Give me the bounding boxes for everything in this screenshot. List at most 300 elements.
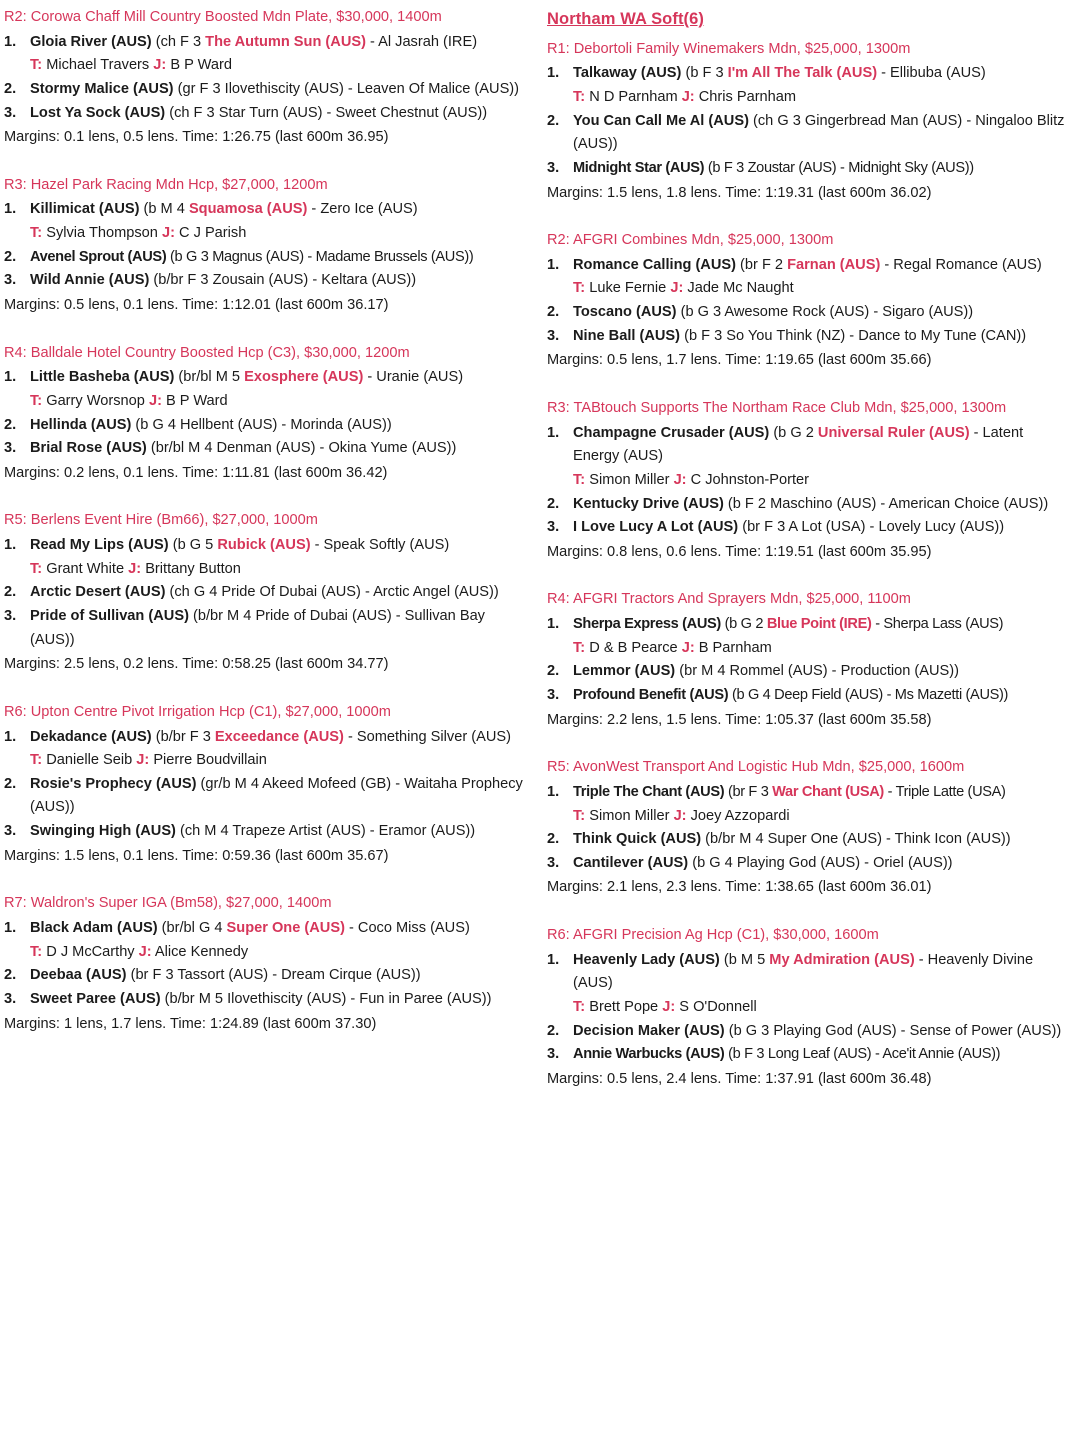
runner-row <box>4 269 525 293</box>
runner-name: Read My Lips (AUS) <box>30 537 169 554</box>
breeding-prefix: (b G 3 Playing God (AUS) - Sense of Power (AUS)) <box>728 1022 1062 1039</box>
jockey-name: Jade Mc Naught <box>687 280 794 297</box>
race-header: R2: Corowa Chaff Mill Country Boosted Mdn Plate, $30,000, 1400m <box>4 9 442 25</box>
breeding-prefix: (b/br M 5 Ilovethiscity (AUS) - Fun in Paree (AUS)) <box>164 990 492 1007</box>
runner-details <box>30 198 525 222</box>
runner-details <box>573 949 1070 996</box>
breeding-prefix: (br F 3 A Lot (USA) - Lovely Lucy (AUS)) <box>742 519 1005 536</box>
runner-name: Sweet Paree (AUS) <box>30 990 161 1007</box>
runner-number: 1. <box>547 256 560 273</box>
jockey-tag: J: <box>681 88 695 105</box>
runner-number: 1. <box>4 728 17 745</box>
trainer-name: Simon Miller <box>589 807 670 824</box>
breeding-suffix: - Triple Latte (USA) <box>883 783 1006 800</box>
runner-number: 1. <box>4 33 17 50</box>
runner-row <box>547 62 1070 86</box>
runner-details <box>30 581 525 605</box>
sire-highlight: Exosphere (AUS) <box>244 369 364 386</box>
trainer-name: Sylvia Thompson <box>46 225 158 242</box>
margins-line: Margins: 2.1 lens, 2.3 lens. Time: 1:38.65 (last 600m 36.01) <box>547 879 932 896</box>
runner-name: Decision Maker (AUS) <box>573 1022 725 1039</box>
runner-row <box>547 516 1070 540</box>
jockey-tag: J: <box>128 560 142 577</box>
runner-number: 3. <box>4 607 17 624</box>
breeding-prefix: (b/br F 3 Zousain (AUS) - Keltara (AUS)) <box>153 272 417 289</box>
breeding-prefix: (b G 4 Playing God (AUS) - Oriel (AUS)) <box>692 854 953 871</box>
runner-row <box>547 110 1070 157</box>
connections-line <box>4 941 525 965</box>
runner-row <box>4 534 525 558</box>
runner-name: Think Quick (AUS) <box>573 831 702 848</box>
jockey-name: Chris Parnham <box>698 88 797 105</box>
runner-details <box>573 684 1070 708</box>
runner-details <box>573 254 1070 278</box>
runner-row <box>547 325 1070 349</box>
runner-name: Rosie's Prophecy (AUS) <box>30 775 197 792</box>
runner-number: 1. <box>547 951 560 968</box>
jockey-tag: J: <box>673 471 687 488</box>
runner-name: Brial Rose (AUS) <box>30 440 147 457</box>
connections-line <box>4 749 525 773</box>
runner-details <box>30 820 525 844</box>
runner-name: Lost Ya Sock (AUS) <box>30 104 166 121</box>
connections-line <box>547 469 1070 493</box>
runner-number: 2. <box>4 416 17 433</box>
runner-number: 3. <box>547 519 560 536</box>
runner-number: 2. <box>547 495 560 512</box>
race-header: R5: Berlens Event Hire (Bm66), $27,000, 1000m <box>4 512 318 529</box>
runner-name: Sherpa Express (AUS) <box>573 616 721 633</box>
jockey-name: B Parnham <box>698 639 772 656</box>
runner-name: Black Adam (AUS) <box>30 919 158 936</box>
breeding-suffix: - Al Jasrah (IRE) <box>365 33 478 50</box>
runner-number: 3. <box>547 686 560 703</box>
breeding-prefix: (ch M 4 Trapeze Artist (AUS) - Eramor (AUS)) <box>179 823 476 840</box>
breeding-suffix: - Regal Romance (AUS) <box>880 256 1042 273</box>
runner-name: Heavenly Lady (AUS) <box>573 951 720 968</box>
jockey-name: S O'Donnell <box>679 998 757 1015</box>
race-block <box>4 892 525 1036</box>
trainer-name: D J McCarthy <box>46 943 135 960</box>
trainer-name: Michael Travers <box>46 57 150 74</box>
runner-name: Talkaway (AUS) <box>573 65 682 82</box>
race-block <box>4 701 525 868</box>
runner-name: Annie Warbucks (AUS) <box>573 1046 725 1063</box>
runner-row <box>547 1043 1070 1067</box>
runner-name: Arctic Desert (AUS) <box>30 584 166 601</box>
runner-row <box>4 605 525 652</box>
margins-line: Margins: 2.5 lens, 0.2 lens. Time: 0:58.25 (last 600m 34.77) <box>4 656 389 673</box>
trainer-name: D & B Pearce <box>589 639 678 656</box>
runner-details <box>573 516 1070 540</box>
runner-row <box>4 437 525 461</box>
breeding-prefix: (ch F 3 Star Turn (AUS) - Sweet Chestnut (AUS)) <box>169 104 488 121</box>
breeding-prefix: (br/bl G 4 <box>161 919 227 936</box>
jockey-name: B P Ward <box>170 57 232 74</box>
connections-line <box>4 222 525 246</box>
breeding-prefix: (gr F 3 Ilovethiscity (AUS) - Leaven Of Malice (AUS)) <box>177 80 520 97</box>
runner-details <box>573 1043 1070 1067</box>
race-header: R6: Upton Centre Pivot Irrigation Hcp (C1), $27,000, 1000m <box>4 703 391 720</box>
runner-name: Kentucky Drive (AUS) <box>573 495 724 512</box>
runner-number: 2. <box>547 663 560 680</box>
runner-name: I Love Lucy A Lot (AUS) <box>573 519 739 536</box>
sire-highlight: The Autumn Sun (AUS) <box>205 33 366 50</box>
runner-name: You Can Call Me Al (AUS) <box>573 112 749 129</box>
runner-number: 3. <box>4 104 17 121</box>
two-column-layout <box>4 6 1082 1092</box>
jockey-name: Pierre Boudvillain <box>153 752 267 769</box>
runner-row <box>547 684 1070 708</box>
runner-number: 3. <box>547 1046 560 1063</box>
runner-row <box>4 964 525 988</box>
race-header: R1: Debortoli Family Winemakers Mdn, $25,000, 1300m <box>547 40 911 57</box>
breeding-suffix: - Coco Miss (AUS) <box>344 919 470 936</box>
runner-row <box>4 78 525 102</box>
race-block <box>4 509 525 676</box>
race-block <box>547 756 1070 900</box>
runner-details <box>30 726 525 750</box>
runner-details <box>30 605 525 652</box>
race-header: R2: AFGRI Combines Mdn, $25,000, 1300m <box>547 232 834 249</box>
runner-details <box>573 422 1070 469</box>
breeding-prefix: (b M 4 <box>143 201 189 218</box>
breeding-prefix: (br F 3 Tassort (AUS) - Dream Cirque (AUS)) <box>130 967 421 984</box>
runner-number: 1. <box>4 537 17 554</box>
margins-line: Margins: 0.2 lens, 0.1 lens. Time: 1:11.81 (last 600m 36.42) <box>4 464 388 481</box>
breeding-prefix: (br M 4 Rommel (AUS) - Production (AUS)) <box>679 663 959 680</box>
runner-name: Swinging High (AUS) <box>30 823 176 840</box>
runner-details <box>30 917 525 941</box>
runner-name: Romance Calling (AUS) <box>573 256 736 273</box>
runner-name: Midnight Star (AUS) <box>573 159 705 176</box>
race-header: R6: AFGRI Precision Ag Hcp (C1), $30,000, 1600m <box>547 927 879 944</box>
breeding-suffix: - Ellibuba (AUS) <box>877 65 986 82</box>
runner-name: Avenel Sprout (AUS) <box>30 248 167 265</box>
race-header: R3: TABtouch Supports The Northam Race Club Mdn, $25,000, 1300m <box>547 399 1007 416</box>
margins-line: Margins: 0.1 lens, 0.5 lens. Time: 1:26.75 (last 600m 36.95) <box>4 129 389 146</box>
trainer-tag: T: <box>573 471 586 488</box>
trainer-tag: T: <box>573 88 586 105</box>
connections-line <box>547 996 1070 1020</box>
trainer-tag: T: <box>573 280 586 297</box>
runner-row <box>547 157 1070 181</box>
runner-details <box>30 414 525 438</box>
jockey-tag: J: <box>670 280 684 297</box>
runner-number: 2. <box>4 775 17 792</box>
breeding-prefix: (b F 2 Maschino (AUS) - American Choice (AUS)) <box>727 495 1049 512</box>
race-header: R3: Hazel Park Racing Mdn Hcp, $27,000, 1200m <box>4 176 328 193</box>
runner-row <box>4 726 525 750</box>
breeding-prefix: (br F 3 <box>727 783 773 800</box>
runner-name: Little Basheba (AUS) <box>30 369 175 386</box>
runner-number: 2. <box>4 80 17 97</box>
race-block <box>547 924 1070 1091</box>
jockey-name: Joey Azzopardi <box>690 807 790 824</box>
runner-row <box>547 1020 1070 1044</box>
sire-highlight: War Chant (USA) <box>772 783 884 800</box>
breeding-prefix: (ch G 3 Gingerbread Man (AUS) - Ningaloo Blitz (AUS)) <box>573 112 1065 153</box>
breeding-prefix: (b/br F 3 <box>155 728 215 745</box>
jockey-name: B P Ward <box>166 392 228 409</box>
trainer-tag: T: <box>30 752 43 769</box>
breeding-prefix: (br F 2 <box>740 256 788 273</box>
runner-details <box>30 366 525 390</box>
left-column <box>4 6 525 1036</box>
connections-line <box>4 390 525 414</box>
runner-row <box>4 581 525 605</box>
runner-details <box>573 1020 1070 1044</box>
venue-title: Northam WA Soft(6) <box>547 10 705 28</box>
runner-row <box>4 366 525 390</box>
race-block <box>4 174 525 318</box>
sire-highlight: Super One (AUS) <box>226 919 345 936</box>
runner-name: Cantilever (AUS) <box>573 854 689 871</box>
breeding-prefix: (b G 5 <box>172 537 218 554</box>
runner-details <box>30 964 525 988</box>
sire-highlight: Exceedance (AUS) <box>214 728 344 745</box>
runner-details <box>573 157 1070 181</box>
runner-row <box>4 414 525 438</box>
runner-details <box>30 31 525 55</box>
runner-details <box>573 660 1070 684</box>
runner-row <box>4 988 525 1012</box>
runner-number: 2. <box>547 304 560 321</box>
jockey-name: Alice Kennedy <box>154 943 249 960</box>
jockey-tag: J: <box>681 639 695 656</box>
trainer-tag: T: <box>30 560 43 577</box>
trainer-name: Brett Pope <box>589 998 659 1015</box>
trainer-name: Garry Worsnop <box>46 392 145 409</box>
runner-name: Gloia River (AUS) <box>30 33 152 50</box>
sire-highlight: Farnan (AUS) <box>787 256 881 273</box>
margins-line: Margins: 2.2 lens, 1.5 lens. Time: 1:05.37 (last 600m 35.58) <box>547 711 932 728</box>
runner-number: 2. <box>4 248 17 265</box>
trainer-name: N D Parnham <box>589 88 678 105</box>
runner-row <box>4 198 525 222</box>
race-block <box>547 397 1070 564</box>
runner-details <box>30 988 525 1012</box>
connections-line <box>547 86 1070 110</box>
runner-number: 2. <box>4 967 17 984</box>
breeding-prefix: (b G 3 Awesome Rock (AUS) - Sigaro (AUS)) <box>680 304 974 321</box>
jockey-name: C J Parish <box>179 225 247 242</box>
sire-highlight: Universal Ruler (AUS) <box>817 424 970 441</box>
breeding-suffix: - Zero Ice (AUS) <box>307 201 418 218</box>
trainer-tag: T: <box>30 225 43 242</box>
margins-line: Margins: 0.8 lens, 0.6 lens. Time: 1:19.51 (last 600m 35.95) <box>547 543 932 560</box>
runner-row <box>547 949 1070 996</box>
margins-line: Margins: 0.5 lens, 0.1 lens. Time: 1:12.01 (last 600m 36.17) <box>4 296 389 313</box>
breeding-suffix: - Uranie (AUS) <box>363 369 464 386</box>
runner-row <box>547 422 1070 469</box>
breeding-prefix: (b F 3 So You Think (NZ) - Dance to My Tune (CAN)) <box>684 327 1027 344</box>
connections-line <box>4 54 525 78</box>
breeding-prefix: (b M 5 <box>723 951 770 968</box>
runner-details <box>30 773 525 820</box>
runner-number: 2. <box>547 1022 560 1039</box>
runner-name: Dekadance (AUS) <box>30 728 152 745</box>
runner-number: 1. <box>547 783 560 800</box>
runner-name: Nine Ball (AUS) <box>573 327 681 344</box>
runner-number: 1. <box>4 201 17 218</box>
jockey-tag: J: <box>148 392 162 409</box>
runner-name: Stormy Malice (AUS) <box>30 80 174 97</box>
runner-number: 3. <box>4 823 17 840</box>
jockey-name: C Johnston-Porter <box>690 471 810 488</box>
trainer-name: Grant White <box>46 560 125 577</box>
runner-number: 3. <box>4 990 17 1007</box>
breeding-prefix: (br/bl M 5 <box>178 369 245 386</box>
breeding-prefix: (b G 2 <box>724 616 767 633</box>
runner-row <box>547 852 1070 876</box>
breeding-prefix: (b G 4 Deep Field (AUS) - Ms Mazetti (AUS)) <box>731 686 1009 703</box>
margins-line: Margins: 1.5 lens, 1.8 lens. Time: 1:19.31 (last 600m 36.02) <box>547 184 932 201</box>
trainer-tag: T: <box>30 392 43 409</box>
right-column <box>547 6 1070 1092</box>
margins-line: Margins: 0.5 lens, 1.7 lens. Time: 1:19.65 (last 600m 35.66) <box>547 352 932 369</box>
breeding-suffix: - Sherpa Lass (AUS) <box>871 616 1004 633</box>
breeding-prefix: (gr/b M 4 Akeed Mofeed (GB) - Waitaha Prophecy (AUS)) <box>30 775 523 816</box>
race-block <box>547 229 1070 373</box>
connections-line <box>547 277 1070 301</box>
runner-row <box>547 781 1070 805</box>
connections-line <box>4 558 525 582</box>
runner-row <box>547 493 1070 517</box>
breeding-suffix: - Speak Softly (AUS) <box>310 537 450 554</box>
runner-number: 1. <box>547 65 560 82</box>
runner-details <box>573 828 1070 852</box>
runner-details <box>30 269 525 293</box>
breeding-prefix: (b G 2 <box>773 424 818 441</box>
race-block <box>547 588 1070 732</box>
trainer-name: Danielle Seib <box>46 752 133 769</box>
trainer-name: Luke Fernie <box>589 280 667 297</box>
jockey-tag: J: <box>136 752 150 769</box>
runner-details <box>573 325 1070 349</box>
breeding-prefix: (b/br M 4 Pride of Dubai (AUS) - Sullivan Bay (AUS)) <box>30 607 485 648</box>
trainer-tag: T: <box>573 998 586 1015</box>
sire-highlight: Squamosa (AUS) <box>188 201 308 218</box>
runner-row <box>4 31 525 55</box>
runner-details <box>30 102 525 126</box>
runner-details <box>30 437 525 461</box>
runner-name: Profound Benefit (AUS) <box>573 686 729 703</box>
jockey-name: Brittany Button <box>145 560 241 577</box>
runner-number: 3. <box>547 159 560 176</box>
breeding-suffix: - Heavenly Divine (AUS) <box>573 951 1034 992</box>
race-block <box>4 342 525 486</box>
sire-highlight: Blue Point (IRE) <box>766 616 872 633</box>
runner-details <box>573 613 1070 637</box>
breeding-prefix: (ch F 3 <box>155 33 206 50</box>
breeding-prefix: (b F 3 Long Leaf (AUS) - Ace'it Annie (AUS)) <box>728 1046 1001 1063</box>
margins-line: Margins: 0.5 lens, 2.4 lens. Time: 1:37.91 (last 600m 36.48) <box>547 1070 932 1087</box>
race-header: R4: Balldale Hotel Country Boosted Hcp (C3), $30,000, 1200m <box>4 344 410 361</box>
runner-row <box>4 820 525 844</box>
breeding-prefix: (ch G 4 Pride Of Dubai (AUS) - Arctic Angel (AUS)) <box>169 584 499 601</box>
runner-name: Killimicat (AUS) <box>30 201 140 218</box>
runner-number: 1. <box>547 424 560 441</box>
runner-row <box>4 102 525 126</box>
sire-highlight: My Admiration (AUS) <box>769 951 915 968</box>
jockey-tag: J: <box>673 807 687 824</box>
runner-name: Triple The Chant (AUS) <box>573 783 725 800</box>
runner-details <box>573 852 1070 876</box>
runner-details <box>30 78 525 102</box>
race-block <box>4 6 525 150</box>
breeding-prefix: (b G 3 Magnus (AUS) - Madame Brussels (AUS)) <box>170 248 474 265</box>
sire-highlight: Rubick (AUS) <box>217 537 311 554</box>
trainer-tag: T: <box>30 943 43 960</box>
runner-row <box>4 773 525 820</box>
connections-line <box>547 637 1070 661</box>
runner-name: Deebaa (AUS) <box>30 967 127 984</box>
margins-line: Margins: 1 lens, 1.7 lens. Time: 1:24.89 (last 600m 37.30) <box>4 1015 377 1032</box>
runner-row <box>547 660 1070 684</box>
runner-name: Pride of Sullivan (AUS) <box>30 607 189 624</box>
trainer-name: Simon Miller <box>589 471 670 488</box>
breeding-prefix: (br/bl M 4 Denman (AUS) - Okina Yume (AUS)) <box>150 440 457 457</box>
breeding-suffix: - Something Silver (AUS) <box>343 728 511 745</box>
breeding-suffix: - Latent Energy (AUS) <box>573 424 1024 465</box>
runner-number: 3. <box>4 440 17 457</box>
runner-row <box>547 254 1070 278</box>
runner-number: 2. <box>547 831 560 848</box>
trainer-tag: T: <box>573 807 586 824</box>
runner-details <box>573 781 1070 805</box>
trainer-tag: T: <box>573 639 586 656</box>
connections-line <box>547 805 1070 829</box>
runner-name: Lemmor (AUS) <box>573 663 676 680</box>
sire-highlight: I'm All The Talk (AUS) <box>727 65 878 82</box>
jockey-tag: J: <box>153 57 167 74</box>
breeding-prefix: (b G 4 Hellbent (AUS) - Morinda (AUS)) <box>135 416 392 433</box>
breeding-prefix: (b F 3 <box>685 65 728 82</box>
runner-name: Wild Annie (AUS) <box>30 272 150 289</box>
jockey-tag: J: <box>161 225 175 242</box>
runner-row <box>4 917 525 941</box>
runner-number: 2. <box>547 112 560 129</box>
runner-number: 3. <box>4 272 17 289</box>
breeding-prefix: (b/br M 4 Super One (AUS) - Think Icon (AUS)) <box>705 831 1011 848</box>
runner-name: Champagne Crusader (AUS) <box>573 424 770 441</box>
runner-details <box>573 301 1070 325</box>
runner-details <box>573 493 1070 517</box>
race-header: R7: Waldron's Super IGA (Bm58), $27,000, 1400m <box>4 895 332 912</box>
race-header: R4: AFGRI Tractors And Sprayers Mdn, $25,000, 1100m <box>547 591 911 608</box>
runner-details <box>573 62 1070 86</box>
runner-number: 3. <box>547 327 560 344</box>
runner-number: 2. <box>4 584 17 601</box>
runner-row <box>547 301 1070 325</box>
runner-number: 1. <box>4 369 17 386</box>
runner-number: 3. <box>547 854 560 871</box>
runner-row <box>547 828 1070 852</box>
runner-number: 1. <box>547 616 560 633</box>
breeding-prefix: (b F 3 Zoustar (AUS) - Midnight Sky (AUS)) <box>707 159 974 176</box>
race-block <box>547 38 1070 205</box>
jockey-tag: J: <box>662 998 676 1015</box>
runner-row <box>4 246 525 270</box>
runner-details <box>30 246 525 270</box>
runner-number: 1. <box>4 919 17 936</box>
runner-row <box>547 613 1070 637</box>
runner-name: Hellinda (AUS) <box>30 416 132 433</box>
runner-details <box>573 110 1070 157</box>
runner-name: Toscano (AUS) <box>573 304 677 321</box>
margins-line: Margins: 1.5 lens, 0.1 lens. Time: 0:59.36 (last 600m 35.67) <box>4 847 389 864</box>
